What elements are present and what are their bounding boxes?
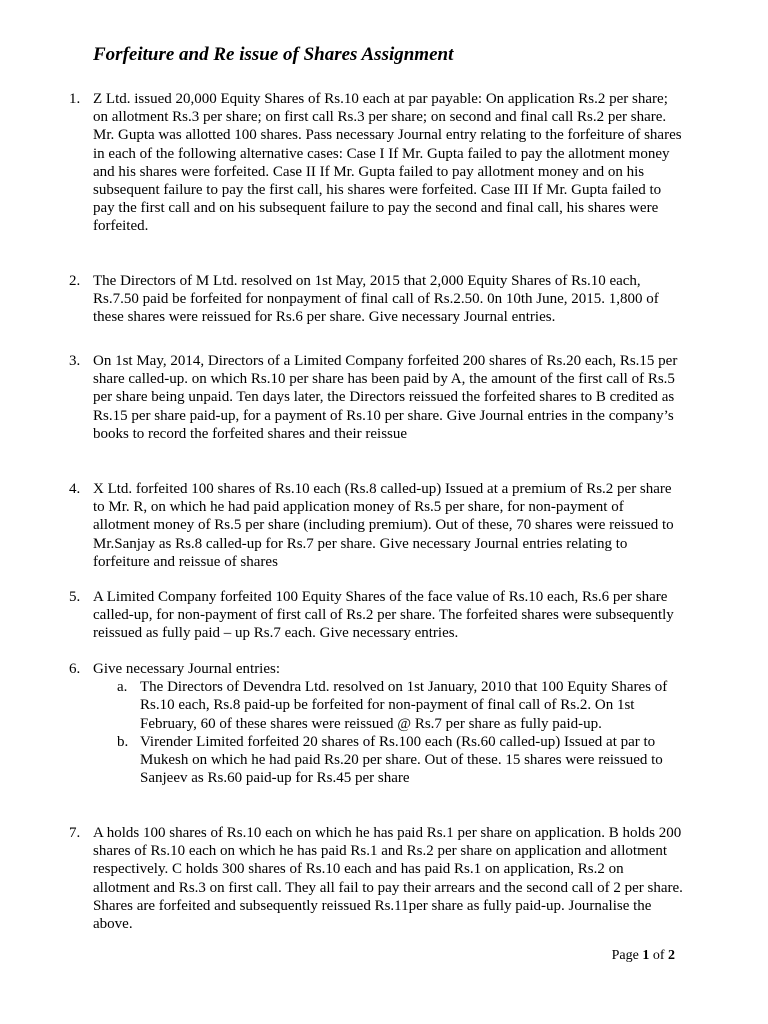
question-item — [69, 272, 683, 327]
question-number: 1. — [69, 91, 81, 107]
question-number: 4. — [69, 481, 81, 497]
question-item — [69, 660, 683, 787]
question-text: On 1st May, 2014, Directors of a Limited Company forfeited 200 shares of Rs.20 each, Rs.15 per share called-up. on which Rs.10 per share has been paid by A, the amount of the first call of Rs.5 per share being unpaid. Ten days later, the Directors reissued the forfeited shares to B credited as Rs.15 per share paid-up, for a payment of Rs.10 per share. Give Journal entries in the company’s books to record the forfeited shares and their reissue — [93, 353, 678, 442]
question-item — [69, 352, 683, 443]
question-number: 3. — [69, 353, 81, 369]
question-item — [69, 480, 683, 571]
of-label: of — [652, 948, 665, 963]
subquestion-label: b. — [117, 733, 129, 750]
question-text: Give necessary Journal entries: — [93, 661, 281, 677]
subquestion-item — [117, 733, 683, 788]
subquestion-item — [117, 678, 683, 733]
page-footer — [612, 947, 675, 965]
question-item — [69, 588, 683, 643]
page-label: Page — [611, 948, 639, 963]
total-pages-number: 2 — [668, 948, 675, 963]
question-number: 6. — [69, 661, 81, 677]
question-number: 2. — [69, 273, 81, 289]
question-text: Z Ltd. issued 20,000 Equity Shares of Rs.10 each at par payable: On application Rs.2 per share; on allotment Rs.3 per share; on first call Rs.3 per share; on second and final call Rs.2 per share. Mr. Gupta was allotted 100 shares. Pass necessary Journal entry relating to the forfeiture of shares in each of the following alternative cases: Case I If Mr. Gupta failed to pay the allotment money and his shares were forfeited. Case II If Mr. Gupta failed to pay allotment money and on his subsequent failure to pay the first call, his shares were forfeited. Case III If Mr. Gupta failed to pay the first call and on his subsequent failure to pay the second and final call, his shares were forfeited. — [93, 91, 682, 235]
subquestion-text: Virender Limited forfeited 20 shares of Rs.100 each (Rs.60 called-up) Issued at par to Mukesh on which he had paid Rs.20 per share. Out of these. 15 shares were reissued to Sanjeev as Rs.60 paid-up for Rs.45 per share — [140, 733, 663, 787]
question-item — [69, 824, 683, 933]
question-text: The Directors of M Ltd. resolved on 1st May, 2015 that 2,000 Equity Shares of Rs.10 each, Rs.7.50 paid be forfeited for nonpayment of final call of Rs.2.50. 0n 10th June, 2015. 1,800 of these shares were reissued for Rs.6 per share. Give necessary Journal entries. — [93, 273, 659, 326]
question-number: 7. — [69, 825, 81, 841]
question-number: 5. — [69, 589, 81, 605]
question-text: A holds 100 shares of Rs.10 each on which he has paid Rs.1 per share on application. B holds 200 shares of Rs.10 each on which he has paid Rs.1 and Rs.2 per share on application and allotment respectively. C holds 300 shares of Rs.10 each and has paid Rs.1 on application, Rs.2 on allotment and Rs.3 on first call. They all fail to pay their arrears and the second call of 2 per share. Shares are forfeited and subsequently reissued Rs.11per share as fully paid-up. Journalise the above. — [93, 825, 683, 933]
subquestion-text: The Directors of Devendra Ltd. resolved on 1st January, 2010 that 100 Equity Shares of Rs.10 each, Rs.8 paid-up be forfeited for non-payment of final call of Rs.2. On 1st February, 60 of these shares were reissued @ Rs.7 per share as fully paid-up. — [140, 679, 668, 732]
question-text: A Limited Company forfeited 100 Equity Shares of the face value of Rs.10 each, Rs.6 per share called-up, for non-payment of first call of Rs.2 per share. The forfeited shares were subsequently reissued as fully paid – up Rs.7 each. Give necessary entries. — [93, 589, 674, 642]
question-item — [69, 90, 683, 236]
current-page-number: 1 — [642, 948, 650, 963]
question-text: X Ltd. forfeited 100 shares of Rs.10 each (Rs.8 called-up) Issued at a premium of Rs.2 per share to Mr. R, on which he had paid application money of Rs.5 per share, for non-payment of allotment money of Rs.5 per share (including premium). Out of these, 70 shares were reissued to Mr.Sanjay as Rs.8 called-up for Rs.7 per share. Give necessary Journal entries relating to forfeiture and reissue of shares — [93, 481, 674, 570]
document-title: Forfeiture and Re issue of Shares Assignment — [93, 44, 454, 65]
subquestion-label: a. — [117, 679, 128, 696]
